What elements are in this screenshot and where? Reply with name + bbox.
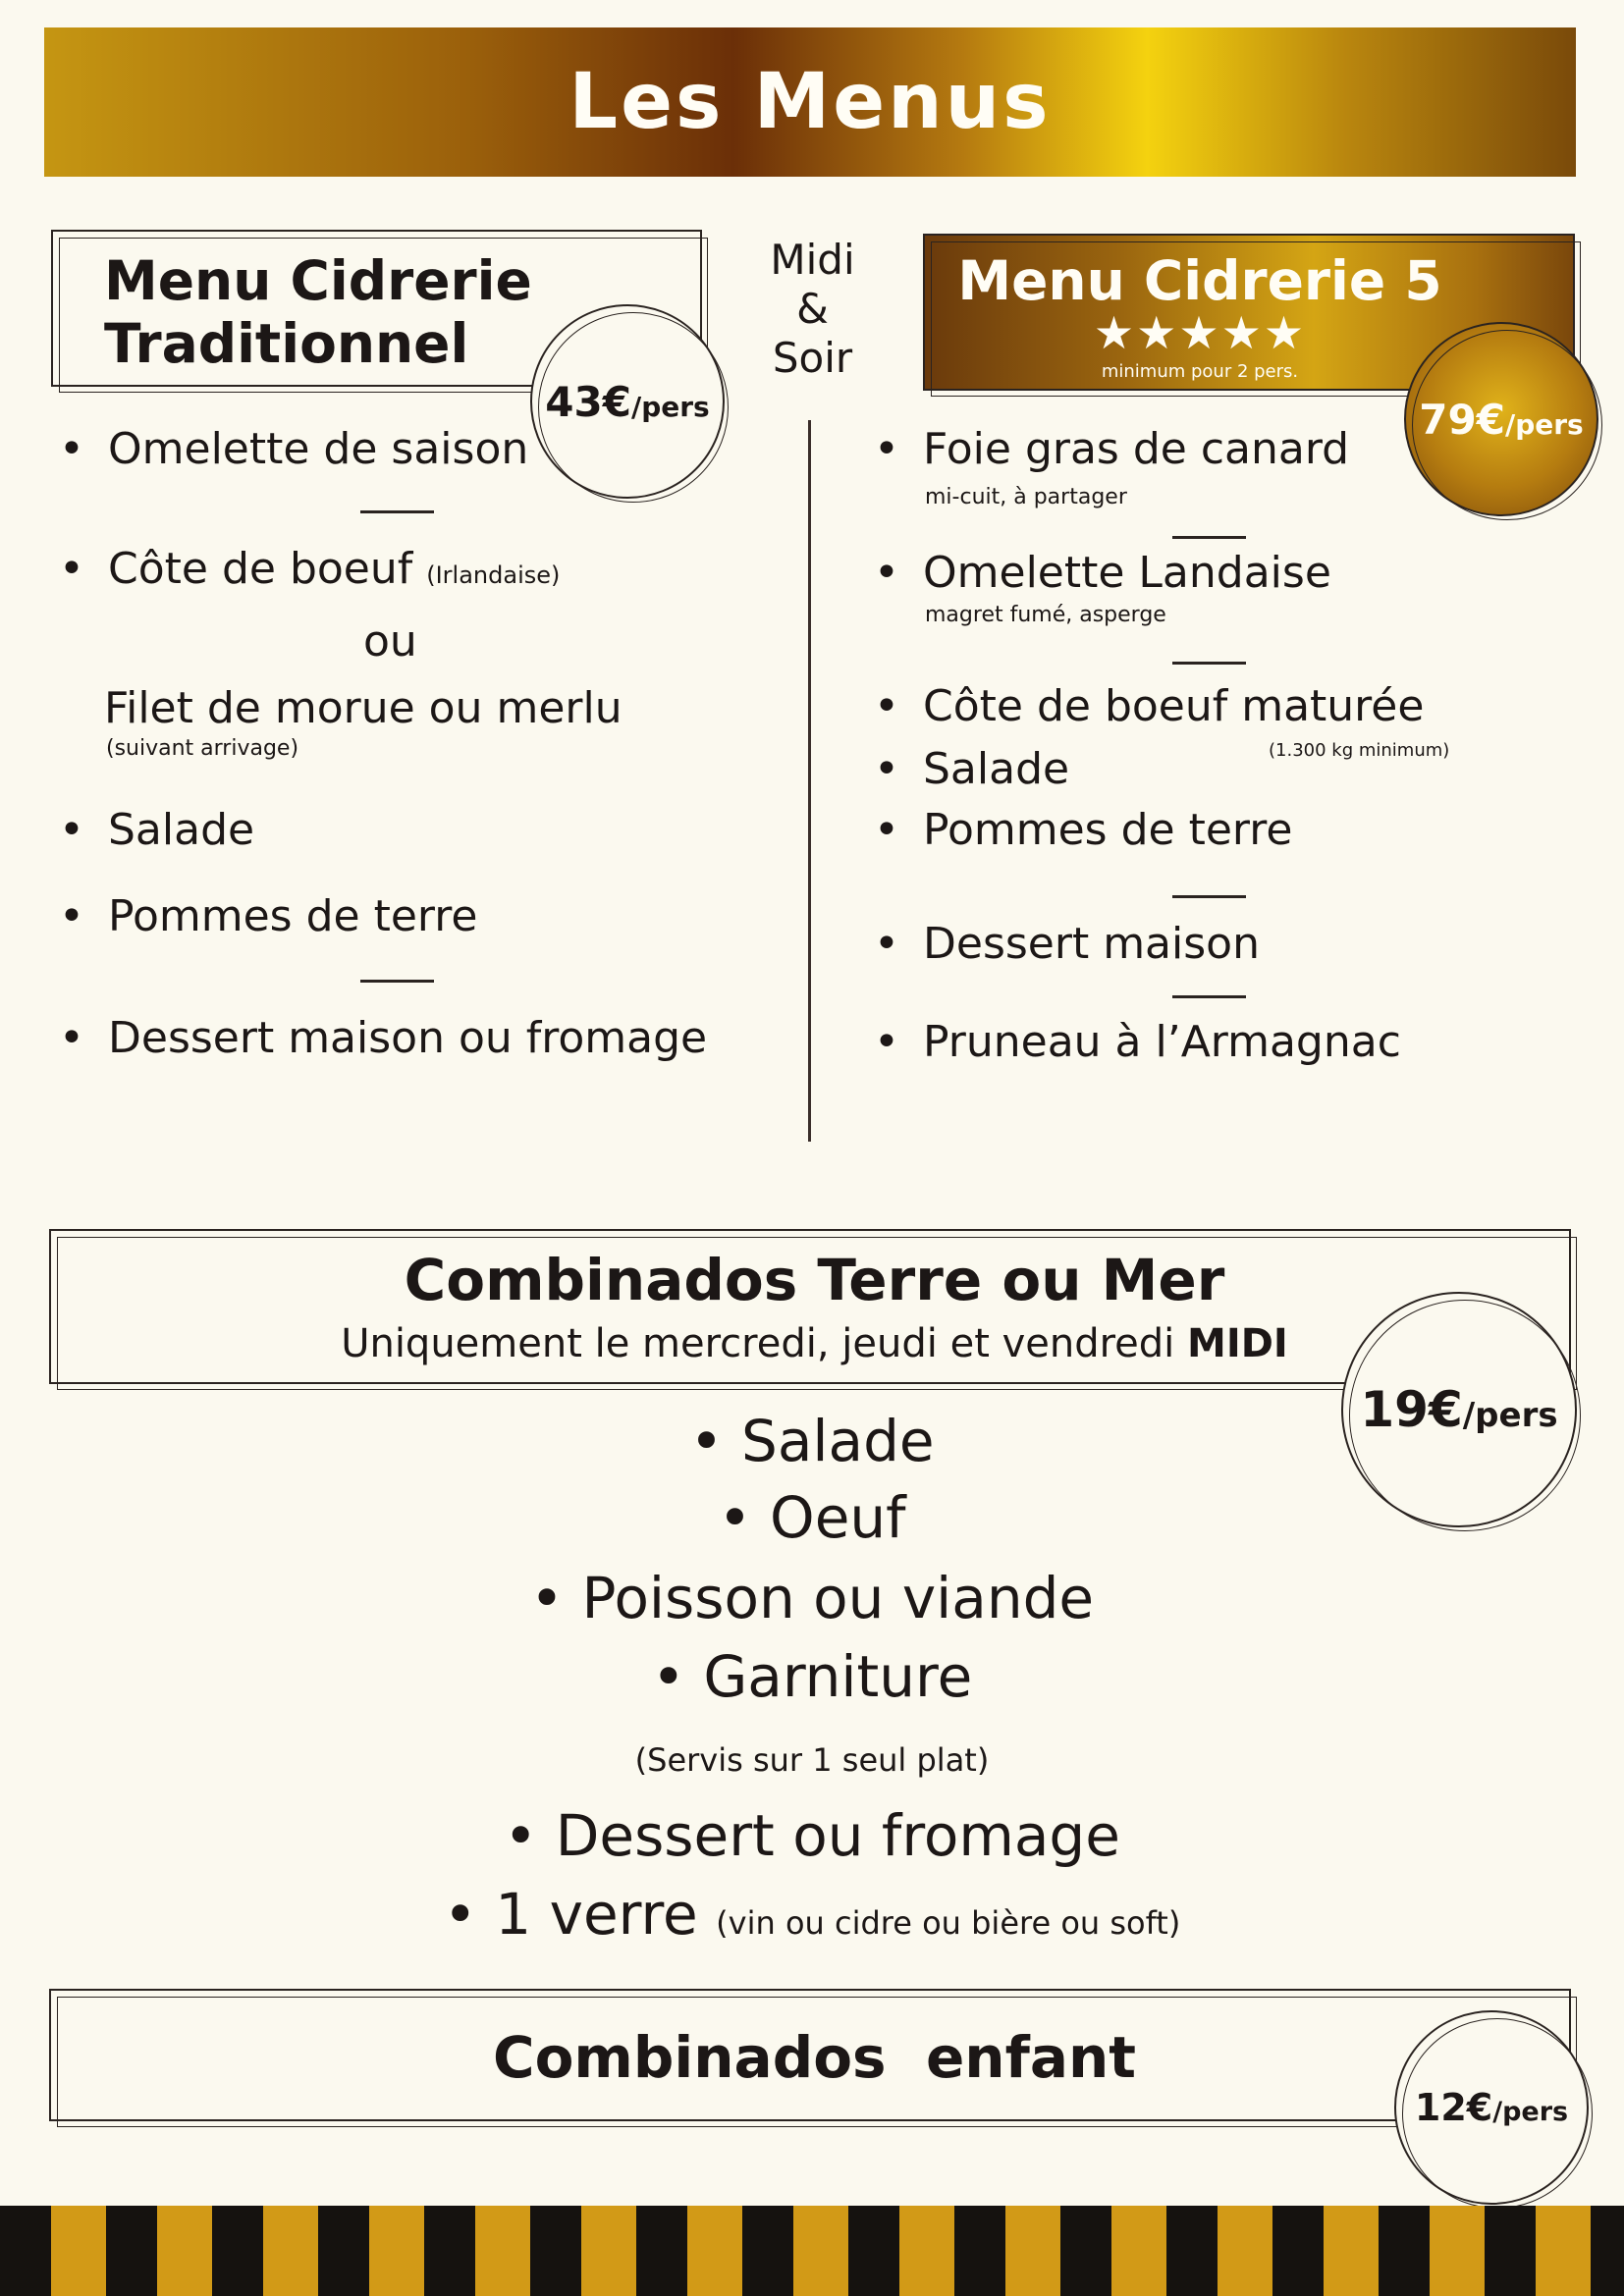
- comb-item-salade: • Salade: [689, 1408, 935, 1474]
- cinq-item-omelette-note: magret fumé, asperge: [925, 603, 1166, 627]
- enfant-price: 12€/pers: [1414, 2086, 1569, 2129]
- cinq-item-cote-note: (1.300 kg minimum): [1269, 740, 1450, 761]
- midi-label: Midi: [770, 236, 855, 284]
- menu-cinq-minimum: minimum pour 2 pers.: [1101, 361, 1299, 382]
- trad-item-filet-note: (suivant arrivage): [106, 736, 299, 761]
- enfant-price-badge: [1394, 2010, 1589, 2205]
- combinados-title-box: [49, 1229, 1571, 1384]
- decorative-stripe-border: [0, 2206, 1624, 2296]
- page-title: Les Menus: [568, 58, 1052, 146]
- column-divider: [808, 420, 811, 1142]
- comb-item-oeuf: • Oeuf: [718, 1484, 906, 1551]
- trad-item-filet: Filet de morue ou merlu: [104, 683, 623, 733]
- cinq-divider-3: [1172, 895, 1246, 898]
- header-banner: [44, 27, 1576, 177]
- midi-soir-label: [746, 236, 879, 383]
- trad-item-ou: ou: [363, 616, 417, 667]
- combinados-title: Combinados Terre ou Mer: [404, 1247, 1225, 1313]
- combinados-price: 19€/pers: [1360, 1381, 1558, 1438]
- trad-item-salade: • Salade: [108, 805, 254, 855]
- menu-cinq-price-badge: [1404, 322, 1598, 516]
- menu-traditionnel-title: [104, 249, 532, 375]
- menu-traditionnel-price: 43€/pers: [545, 377, 710, 426]
- cinq-item-cote: • Côte de boeuf maturée: [923, 681, 1424, 731]
- menu-traditionnel-title-line2: Traditionnel: [104, 312, 469, 375]
- menu-traditionnel-title-line1: Menu Cidrerie: [104, 249, 532, 312]
- soir-label: Soir: [772, 334, 853, 382]
- comb-item-note: (Servis sur 1 seul plat): [634, 1741, 990, 1779]
- enfant-title-box: [49, 1989, 1571, 2121]
- cinq-divider-2: [1172, 662, 1246, 665]
- menu-traditionnel-price-badge: [530, 304, 725, 499]
- comb-item-dessert: • Dessert ou fromage: [504, 1802, 1120, 1869]
- trad-item-cote: • Côte de boeuf (Irlandaise): [108, 544, 560, 594]
- trad-divider-2: [360, 980, 434, 983]
- cinq-item-foie: • Foie gras de canard: [923, 424, 1349, 474]
- comb-item-garniture: • Garniture: [651, 1643, 973, 1710]
- trad-item-omelette: • Omelette de saison: [108, 424, 528, 474]
- comb-item-poisson: • Poisson ou viande: [529, 1565, 1095, 1631]
- cinq-divider-4: [1172, 995, 1246, 998]
- combinados-subtitle: Uniquement le mercredi, jeudi et vendredi MIDI: [341, 1321, 1288, 1366]
- menu-cinq-title: Menu Cidrerie 5: [957, 249, 1442, 312]
- cinq-divider-1: [1172, 536, 1246, 539]
- comb-item-verre: • 1 verre (vin ou cidre ou bière ou soft): [443, 1881, 1181, 1948]
- enfant-title: Combinados enfant: [493, 2024, 1136, 2091]
- menu-cinq-price: 79€/pers: [1419, 395, 1584, 444]
- cinq-item-foie-note: mi-cuit, à partager: [925, 485, 1127, 509]
- cinq-item-dessert: • Dessert maison: [923, 919, 1260, 969]
- cinq-item-pruneau: • Pruneau à l’Armagnac: [923, 1017, 1401, 1067]
- cinq-item-omelette: • Omelette Landaise: [923, 548, 1331, 598]
- trad-item-pommes: • Pommes de terre: [108, 891, 477, 941]
- trad-divider-1: [360, 510, 434, 513]
- five-stars-icon: ★★★★★: [1093, 306, 1307, 359]
- cinq-item-pommes: • Pommes de terre: [923, 805, 1292, 855]
- trad-item-dessert: • Dessert maison ou fromage: [108, 1013, 707, 1063]
- ampersand-label: &: [796, 285, 829, 333]
- cinq-item-salade: • Salade: [923, 744, 1069, 794]
